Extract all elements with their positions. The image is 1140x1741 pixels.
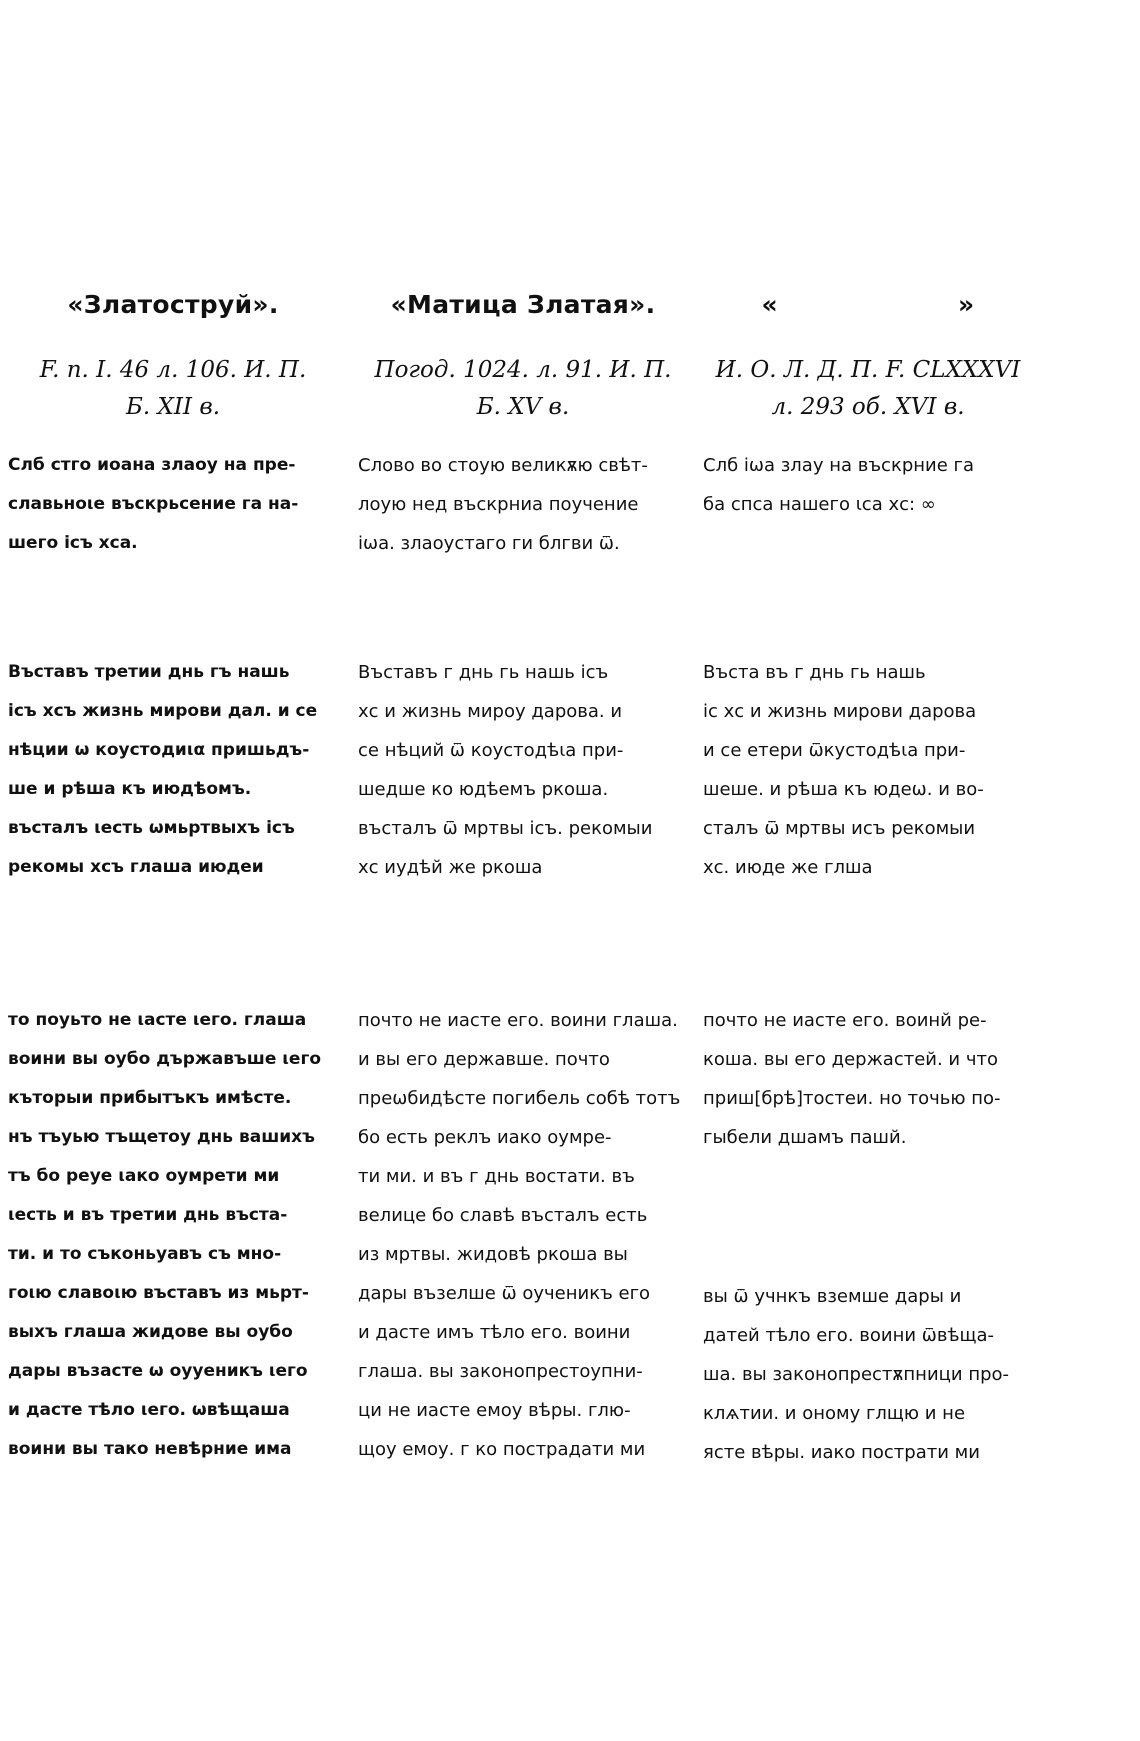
homily-title: Слово во стоую великѫю свѣт- лоую нед въскрниа поучение іωа. злаоустаго ги блгви ѿ. — [358, 455, 648, 554]
text-paragraph: Въставъ г днь гь нашь ісъ хс и жизнь мироу дарова. и се нѣций ѿ коустодѣιа при- шедше ко юдѣемъ ркоша. въсталъ ѿ мртвы ісъ. рекомыи хс иудѣй же ркоша — [358, 662, 653, 878]
text-paragraph: Въста въ г днь гь нашь іс хс и жизнь мирови дарова и се етери ѿкустодѣιа при- шеше. и рѣша къ юдеѡ. и во- сталъ ѿ мртвы исъ рекомыи хс. июде же глша — [703, 662, 984, 878]
column-heading: «Матица Златая». — [390, 290, 656, 319]
text-paragraph: вы ѿ учнкъ вземше дары и датей тѣло его. воини ѿвѣща- ша. вы законопрестѫпници про- клѧтии. и оному глщю и не ясте вѣры. иако пострати ми — [703, 1286, 1010, 1463]
column-zlatostruy — [8, 0, 338, 1741]
manuscript-shelfmark: И. О. Л. Д. П. F. CLXXXVI л. 293 об. XVI в. — [715, 357, 1021, 420]
column-heading: « » — [761, 290, 975, 319]
text-paragraph: Въставъ третии днь гъ нашь ісъ хсъ жизнь мирови дал. и се нѣции ѡ коустодиια пришьдъ- ше и рѣша къ июдѣомъ. въсталъ ιесть ѡмьртвыхъ ісъ рекомы хсъ глаша июдеи — [8, 662, 318, 877]
column-matitsa-zlataya — [358, 0, 688, 1741]
text-paragraph: почто не иасте его. воини глаша. и вы его державше. почто преѡбидѣсте погибель собѣ тотъ бо есть реклъ иако оумре- ти ми. и въ г днь востати. въ велице бо славѣ въсталъ есть из мртвы. жидовѣ ркоша вы дары възелше ѿ оученикъ его и дасте имъ тѣло его. воини глаша. вы законопрестоупни- ци не иасте емоу вѣры. глю- щоу емоу. г ко пострадати ми — [358, 1010, 681, 1460]
column-heading: «Златоструй». — [67, 290, 279, 319]
homily-title: Слб іωа злау на въскрние га ба спса нашего ιса хс: ∞ — [703, 455, 974, 515]
manuscript-shelfmark: F. п. I. 46 л. 106. И. П. Б. XII в. — [39, 357, 307, 420]
homily-title: Слб стго иоана злаоу на пре- славьнοιе въскрьсение га на- шего ісъ хса. — [8, 455, 299, 553]
text-paragraph: почто не иасте его. воинй ре- коша. вы его держастей. и что приш[брѣ]тостеи. но точью по- гыбели дшамъ пашй. — [703, 1010, 1001, 1148]
text-paragraph: то поуьто не ιасте ιего. глаша воини вы оубо държавъше ιего къторыи прибытъкъ имѣсте. нъ тъуью тъщетоу днь вашихъ тъ бо реуе ιако оумрети ми ιесть и въ третии днь въста- ти. и то съконьуавъ съ мно- гоιю славоιю въставъ из мьрт- выхъ глаша жидове вы оубо дары възасте ѡ оууеникъ ιего и дасте тѣло ιего. ѡвѣщаша воини вы тако невѣрние има — [8, 1010, 322, 1459]
manuscript-shelfmark: Погод. 1024. л. 91. И. П. Б. XV в. — [374, 357, 672, 420]
column-untitled — [703, 0, 1033, 1741]
